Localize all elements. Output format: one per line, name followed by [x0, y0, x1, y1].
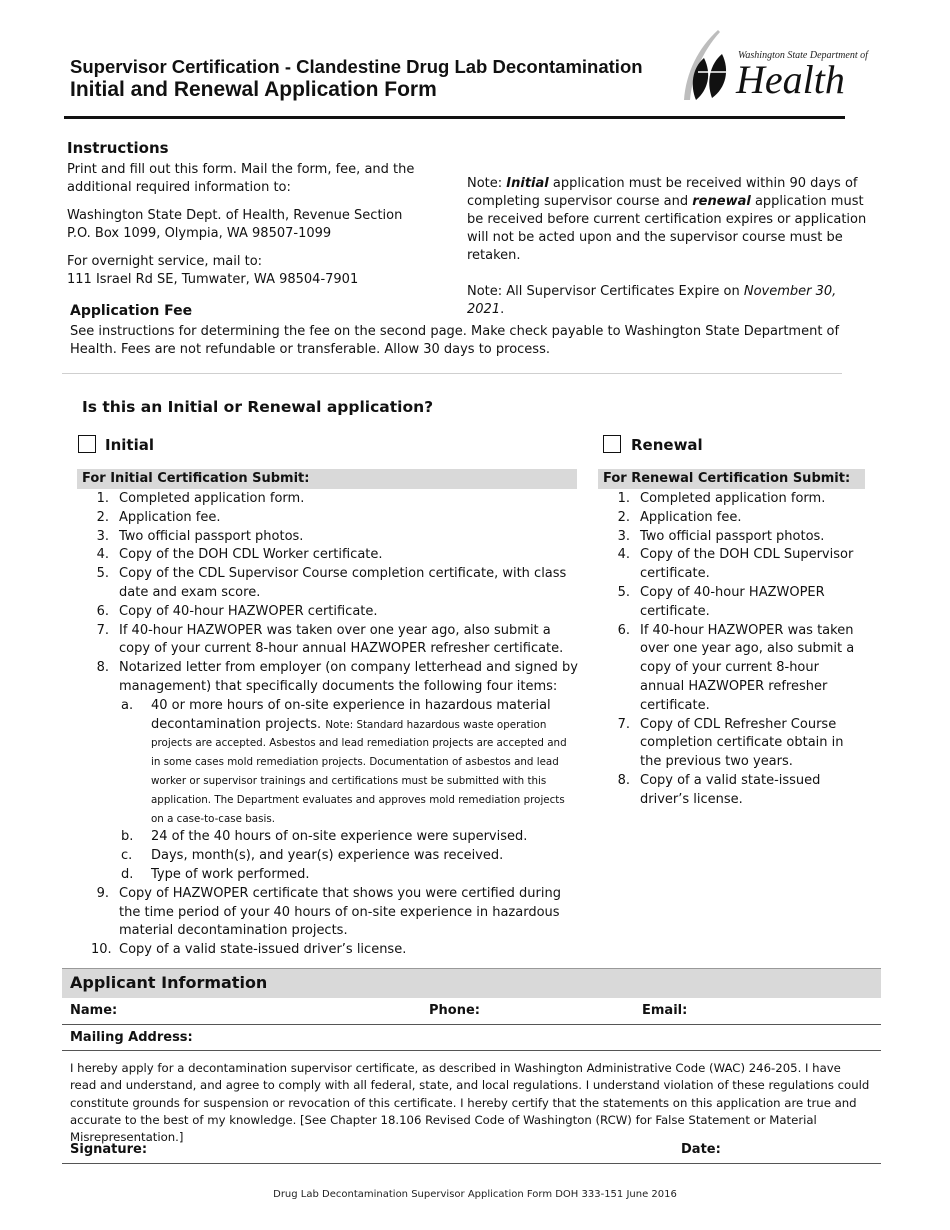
field-rule [62, 1024, 881, 1025]
list-item: 8. Notarized letter from employer (on company letterhead and signed by management) that specifically documents the following four items: a. 40 or more hours of on-site experience in hazardous material decontamination projects. Note: Standard hazardous waste operation projects are accepted. Asbestos and lead remediation projects are accepted and in some cases mold remediation projects. Documentation of asbestos and lead worker or supervisor trainings and certifications must be submitted with this application. The Department evaluates and approves mold remediation projects on a case-to-case basis. b. 24 of the 40 hours of on-site experience were supervised. c. Days, month(s), and year(s) experience was received. d. Type of work performed. [119, 659, 579, 885]
overnight-address-line: 111 Israel Rd SE, Tumwater, WA 98504-7901 [67, 272, 359, 287]
sub-list-item: d. Type of work performed. [121, 866, 310, 882]
list-item: 10. Copy of a valid state-issued driver’s license. [91, 942, 407, 958]
instructions-text: Print and fill out this form. Mail the form, fee, and the additional required information to: [67, 162, 415, 195]
date-field[interactable] [720, 1138, 878, 1162]
mold-remediation-note: Note: Standard hazardous waste operation projects are accepted. Asbestos and lead remediation projects are accepted and in some cases mold remediation projects. Documentation of asbestos and lead worker or supervisor trainings and certifications must be submitted with this application. The Department evaluates and approves mold remediation projects on a case-to-case basis. [151, 718, 567, 825]
renewal-submit-heading: For Renewal Certification Submit: [598, 469, 865, 489]
declaration-text: I hereby apply for a decontamination supervisor certificate, as described in Washington Administrative Code (WAC) 246-205. I have read and understand, and agree to comply with all federal, state, and local regulations. I understand violation of these regulations could constitute grounds for suspension or revocation of this certificate. I hereby certify that the statements on this application are true and accurate to the best of my knowledge. [See Chapter 18.106 Revised Code of Washington (RCW) for False Statement or Material Misrepresentation.] [70, 1061, 870, 1145]
renewal-label: Renewal [631, 436, 703, 454]
mailing-address-revenue [67, 207, 417, 243]
note-expiration: Note: All Supervisor Certificates Expire on November 30, 2021. [467, 284, 837, 317]
address-line2: P.O. Box 1099, Olympia, WA 98507-1099 [67, 226, 332, 241]
footer-text: Drug Lab Decontamination Supervisor Application Form DOH 333-151 June 2016 [273, 1189, 677, 1200]
renewal-checkbox[interactable] [603, 435, 621, 453]
form-title-line2: Initial and Renewal Application Form [70, 78, 437, 101]
email-label: Email: [642, 1003, 688, 1018]
header-rule [64, 116, 845, 119]
notes-block [467, 175, 872, 337]
list-item: 1. Completed application form. [96, 491, 305, 506]
initial-label: Initial [105, 436, 154, 454]
renewal-requirements [617, 490, 865, 810]
phone-field[interactable] [480, 1000, 630, 1024]
list-item: 3. Two official passport photos. [617, 528, 825, 544]
list-item: 6. If 40-hour HAZWOPER was taken over one year ago, also submit a copy of your current 8-hour annual HAZWOPER refresher certificate. [617, 622, 855, 713]
sub-list-item: c. Days, month(s), and year(s) experience was received. [121, 848, 504, 864]
phone-label: Phone: [429, 1003, 480, 1018]
name-field[interactable] [118, 1000, 418, 1024]
list-item: 2. Application fee. [617, 509, 742, 525]
section-divider [62, 373, 842, 374]
list-item: 8. Copy of a valid state-issued driver’s license. [617, 772, 821, 807]
email-field[interactable] [688, 1000, 878, 1024]
sub-list-item: a. 40 or more hours of on-site experience in hazardous material decontamination projects. Note: Standard hazardous waste operation projects are accepted. Asbestos and lead remediation projects are accepted and in some cases mold remediation projects. Documentation of asbestos and lead worker or supervisor trainings and certifications must be submitted with this application. The Department evaluates and approves mold remediation projects on a case-to-case basis. [121, 697, 567, 825]
doh-logo [678, 28, 868, 104]
logo-health-text: Health [736, 57, 845, 102]
applicant-info-header [62, 968, 881, 998]
instructions-heading: Instructions [67, 139, 169, 157]
list-item: 9. Copy of HAZWOPER certificate that shows you were certified during the time period of your 40 hours of on-site experience in hazardous material decontamination projects. [96, 885, 561, 939]
list-item: 4. Copy of the DOH CDL Supervisor certificate. [617, 547, 854, 582]
application-type-question: Is this an Initial or Renewal application? [82, 398, 434, 416]
address-line1: Washington State Dept. of Health, Revenue Section [67, 208, 403, 223]
list-item: 3. Two official passport photos. [96, 528, 304, 544]
instructions-block [67, 139, 417, 299]
list-item: 4. Copy of the DOH CDL Worker certificate. [96, 547, 383, 563]
list-item: 7. If 40-hour HAZWOPER was taken over one year ago, also submit a copy of your current 8-hour annual HAZWOPER refresher certificate. [96, 622, 564, 657]
list-item: 6. Copy of 40-hour HAZWOPER certificate. [96, 603, 378, 619]
fee-text: See instructions for determining the fee on the second page. Make check payable to Washington State Department of Health. Fees are not refundable or transferable. Allow 30 days to process. [70, 324, 840, 357]
sub-list-item: b. 24 of the 40 hours of on-site experience were supervised. [121, 829, 528, 845]
overnight-address [67, 253, 417, 289]
form-title [70, 56, 643, 102]
name-label: Name: [70, 1003, 118, 1018]
leaf-logo-icon [678, 28, 738, 104]
list-item: 7. Copy of CDL Refresher Course completion certificate obtain in the previous two years. [617, 716, 844, 770]
field-rule [62, 1050, 881, 1051]
overnight-label: For overnight service, mail to: [67, 254, 263, 269]
signature-label: Signature: [70, 1142, 148, 1157]
mailing-address-label: Mailing Address: [70, 1030, 193, 1045]
list-item: 1. Completed application form. [617, 491, 826, 506]
applicant-info-heading: Applicant Information [70, 973, 268, 992]
initial-requirements [91, 490, 579, 960]
field-rule [62, 1163, 881, 1164]
list-item: 2. Application fee. [96, 509, 221, 525]
logo-agency-text: Washington State Department of [738, 50, 868, 61]
initial-submit-heading: For Initial Certification Submit: [77, 469, 577, 489]
note-deadline: Note: Initial application must be received within 90 days of completing supervisor course and renewal application must be received before current certification expires or application will not be acted upon and the supervisor course must be retaken. [467, 176, 867, 263]
mailing-address-field[interactable] [185, 1027, 875, 1049]
fee-heading: Application Fee [70, 303, 193, 319]
initial-checkbox[interactable] [78, 435, 96, 453]
signature-field[interactable] [142, 1138, 662, 1162]
form-title-line1: Supervisor Certification - Clandestine Drug Lab Decontamination [70, 56, 643, 77]
list-item: 5. Copy of the CDL Supervisor Course completion certificate, with class date and exam score. [96, 566, 567, 600]
date-label: Date: [681, 1142, 721, 1157]
list-item: 5. Copy of 40-hour HAZWOPER certificate. [617, 584, 825, 619]
